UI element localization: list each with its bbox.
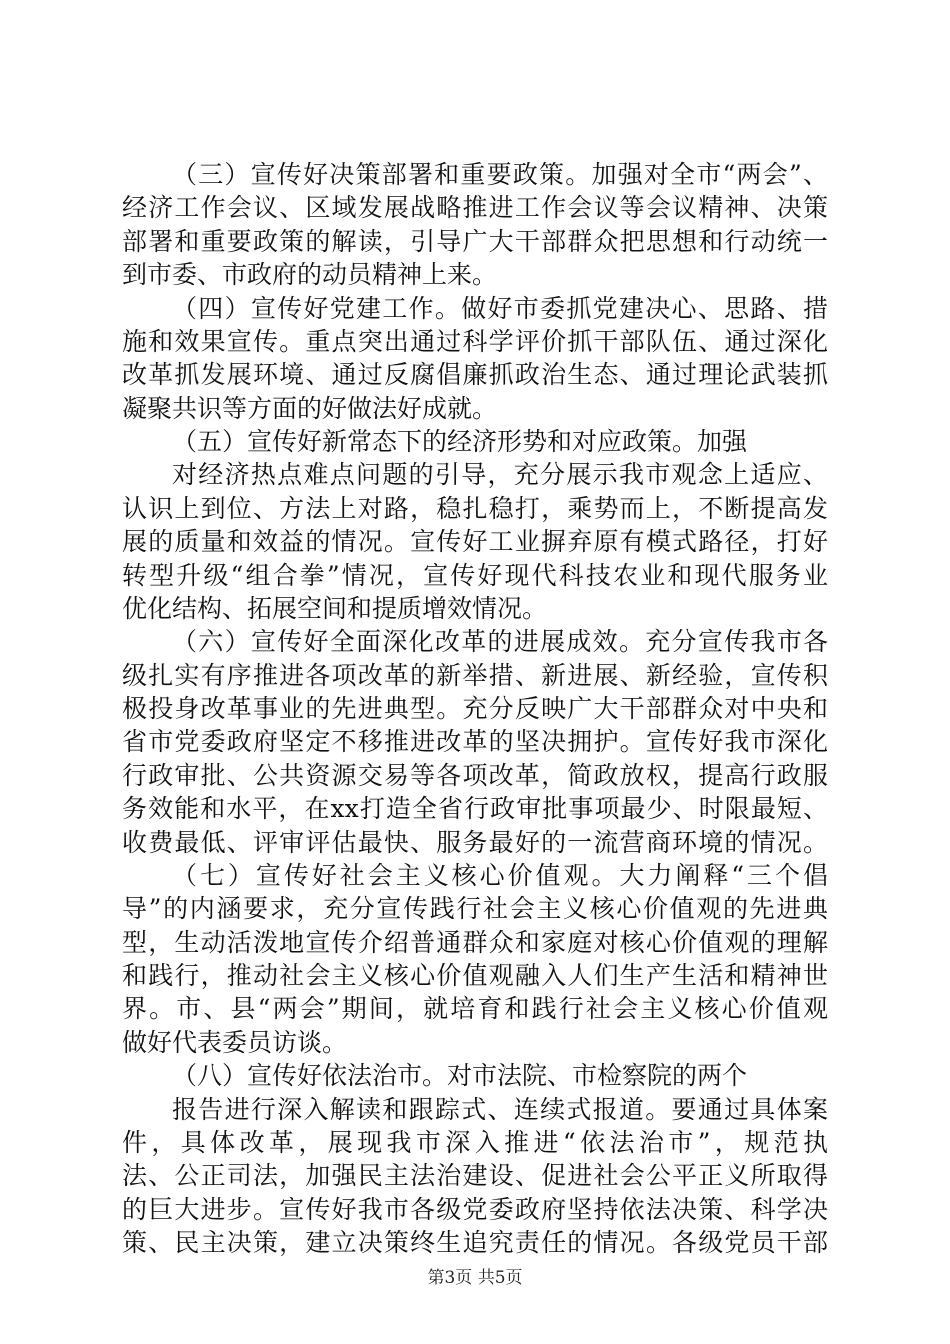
- text-line: 件，具体改革，展现我市深入推进“依法治市”，规范执: [122, 1128, 828, 1157]
- text-line: 展的质量和效益的情况。宣传好工业摒弃原有模式路径，打好: [122, 527, 828, 556]
- text-line: 转型升级“组合拳”情况，宣传好现代科技农业和现代服务业: [122, 561, 828, 590]
- text-line: 报告进行深入解读和跟踪式、连续式报道。要通过具体案: [172, 1095, 828, 1124]
- page-footer: 第3页 共5页: [427, 1268, 523, 1288]
- text-line: 收费最低、评审评估最快、服务最好的一流营商环境的情况。: [122, 828, 828, 857]
- text-line: 策、民主决策，建立决策终生追究责任的情况。各级党员干部: [122, 1228, 828, 1257]
- text-line: 做好代表委员访谈。: [122, 1028, 348, 1057]
- text-line: 到市委、市政府的动员精神上来。: [122, 260, 498, 289]
- text-line: （三）宣传好决策部署和重要政策。加强对全市“两会”、: [172, 160, 828, 189]
- text-line: 对经济热点难点问题的引导，充分展示我市观念上适应、: [172, 460, 828, 489]
- text-line: 和践行，推动社会主义核心价值观融入人们生产生活和精神世: [122, 961, 828, 990]
- text-line: 改革抓发展环境、通过反腐倡廉抓政治生态、通过理论武装抓: [122, 360, 828, 389]
- text-line: （八）宣传好依法治市。对市法院、市检察院的两个: [172, 1061, 748, 1090]
- text-line: （五）宣传好新常态下的经济形势和对应政策。加强: [172, 427, 748, 456]
- text-line: 级扎实有序推进各项改革的新举措、新进展、新经验，宣传积: [122, 661, 828, 690]
- text-line: 务效能和水平，在xx打造全省行政审批事项最少、时限最短、: [122, 794, 828, 823]
- text-line: 界。市、县“两会”期间，就培育和践行社会主义核心价值观: [122, 994, 828, 1023]
- text-line: （七）宣传好社会主义核心价值观。大力阐释“三个倡: [172, 861, 828, 890]
- text-line: 的巨大进步。宣传好我市各级党委政府坚持依法决策、科学决: [122, 1195, 828, 1224]
- text-line: 行政审批、公共资源交易等各项改革，简政放权，提高行政服: [122, 761, 828, 790]
- text-line: 凝聚共识等方面的好做法好成就。: [122, 394, 498, 423]
- text-line: 部署和重要政策的解读，引导广大干部群众把思想和行动统一: [122, 227, 828, 256]
- text-line: 省市党委政府坚定不移推进改革的坚决拥护。宣传好我市深化: [122, 727, 828, 756]
- text-line: （四）宣传好党建工作。做好市委抓党建决心、思路、措: [172, 294, 828, 323]
- text-line: 施和效果宣传。重点突出通过科学评价抓干部队伍、通过深化: [122, 327, 828, 356]
- text-line: 型，生动活泼地宣传介绍普通群众和家庭对核心价值观的理解: [122, 928, 828, 957]
- text-line: 极投身改革事业的先进典型。充分反映广大干部群众对中央和: [122, 694, 828, 723]
- text-line: （六）宣传好全面深化改革的进展成效。充分宣传我市各: [172, 627, 828, 656]
- text-line: 优化结构、拓展空间和提质增效情况。: [122, 594, 548, 623]
- text-line: 认识上到位、方法上对路，稳扎稳打，乘势而上，不断提高发: [122, 494, 828, 523]
- text-line: 经济工作会议、区域发展战略推进工作会议等会议精神、决策: [122, 193, 828, 222]
- text-line: 导”的内涵要求，充分宣传践行社会主义核心价值观的先进典: [122, 894, 828, 923]
- text-line: 法、公正司法，加强民主法治建设、促进社会公平正义所取得: [122, 1161, 828, 1190]
